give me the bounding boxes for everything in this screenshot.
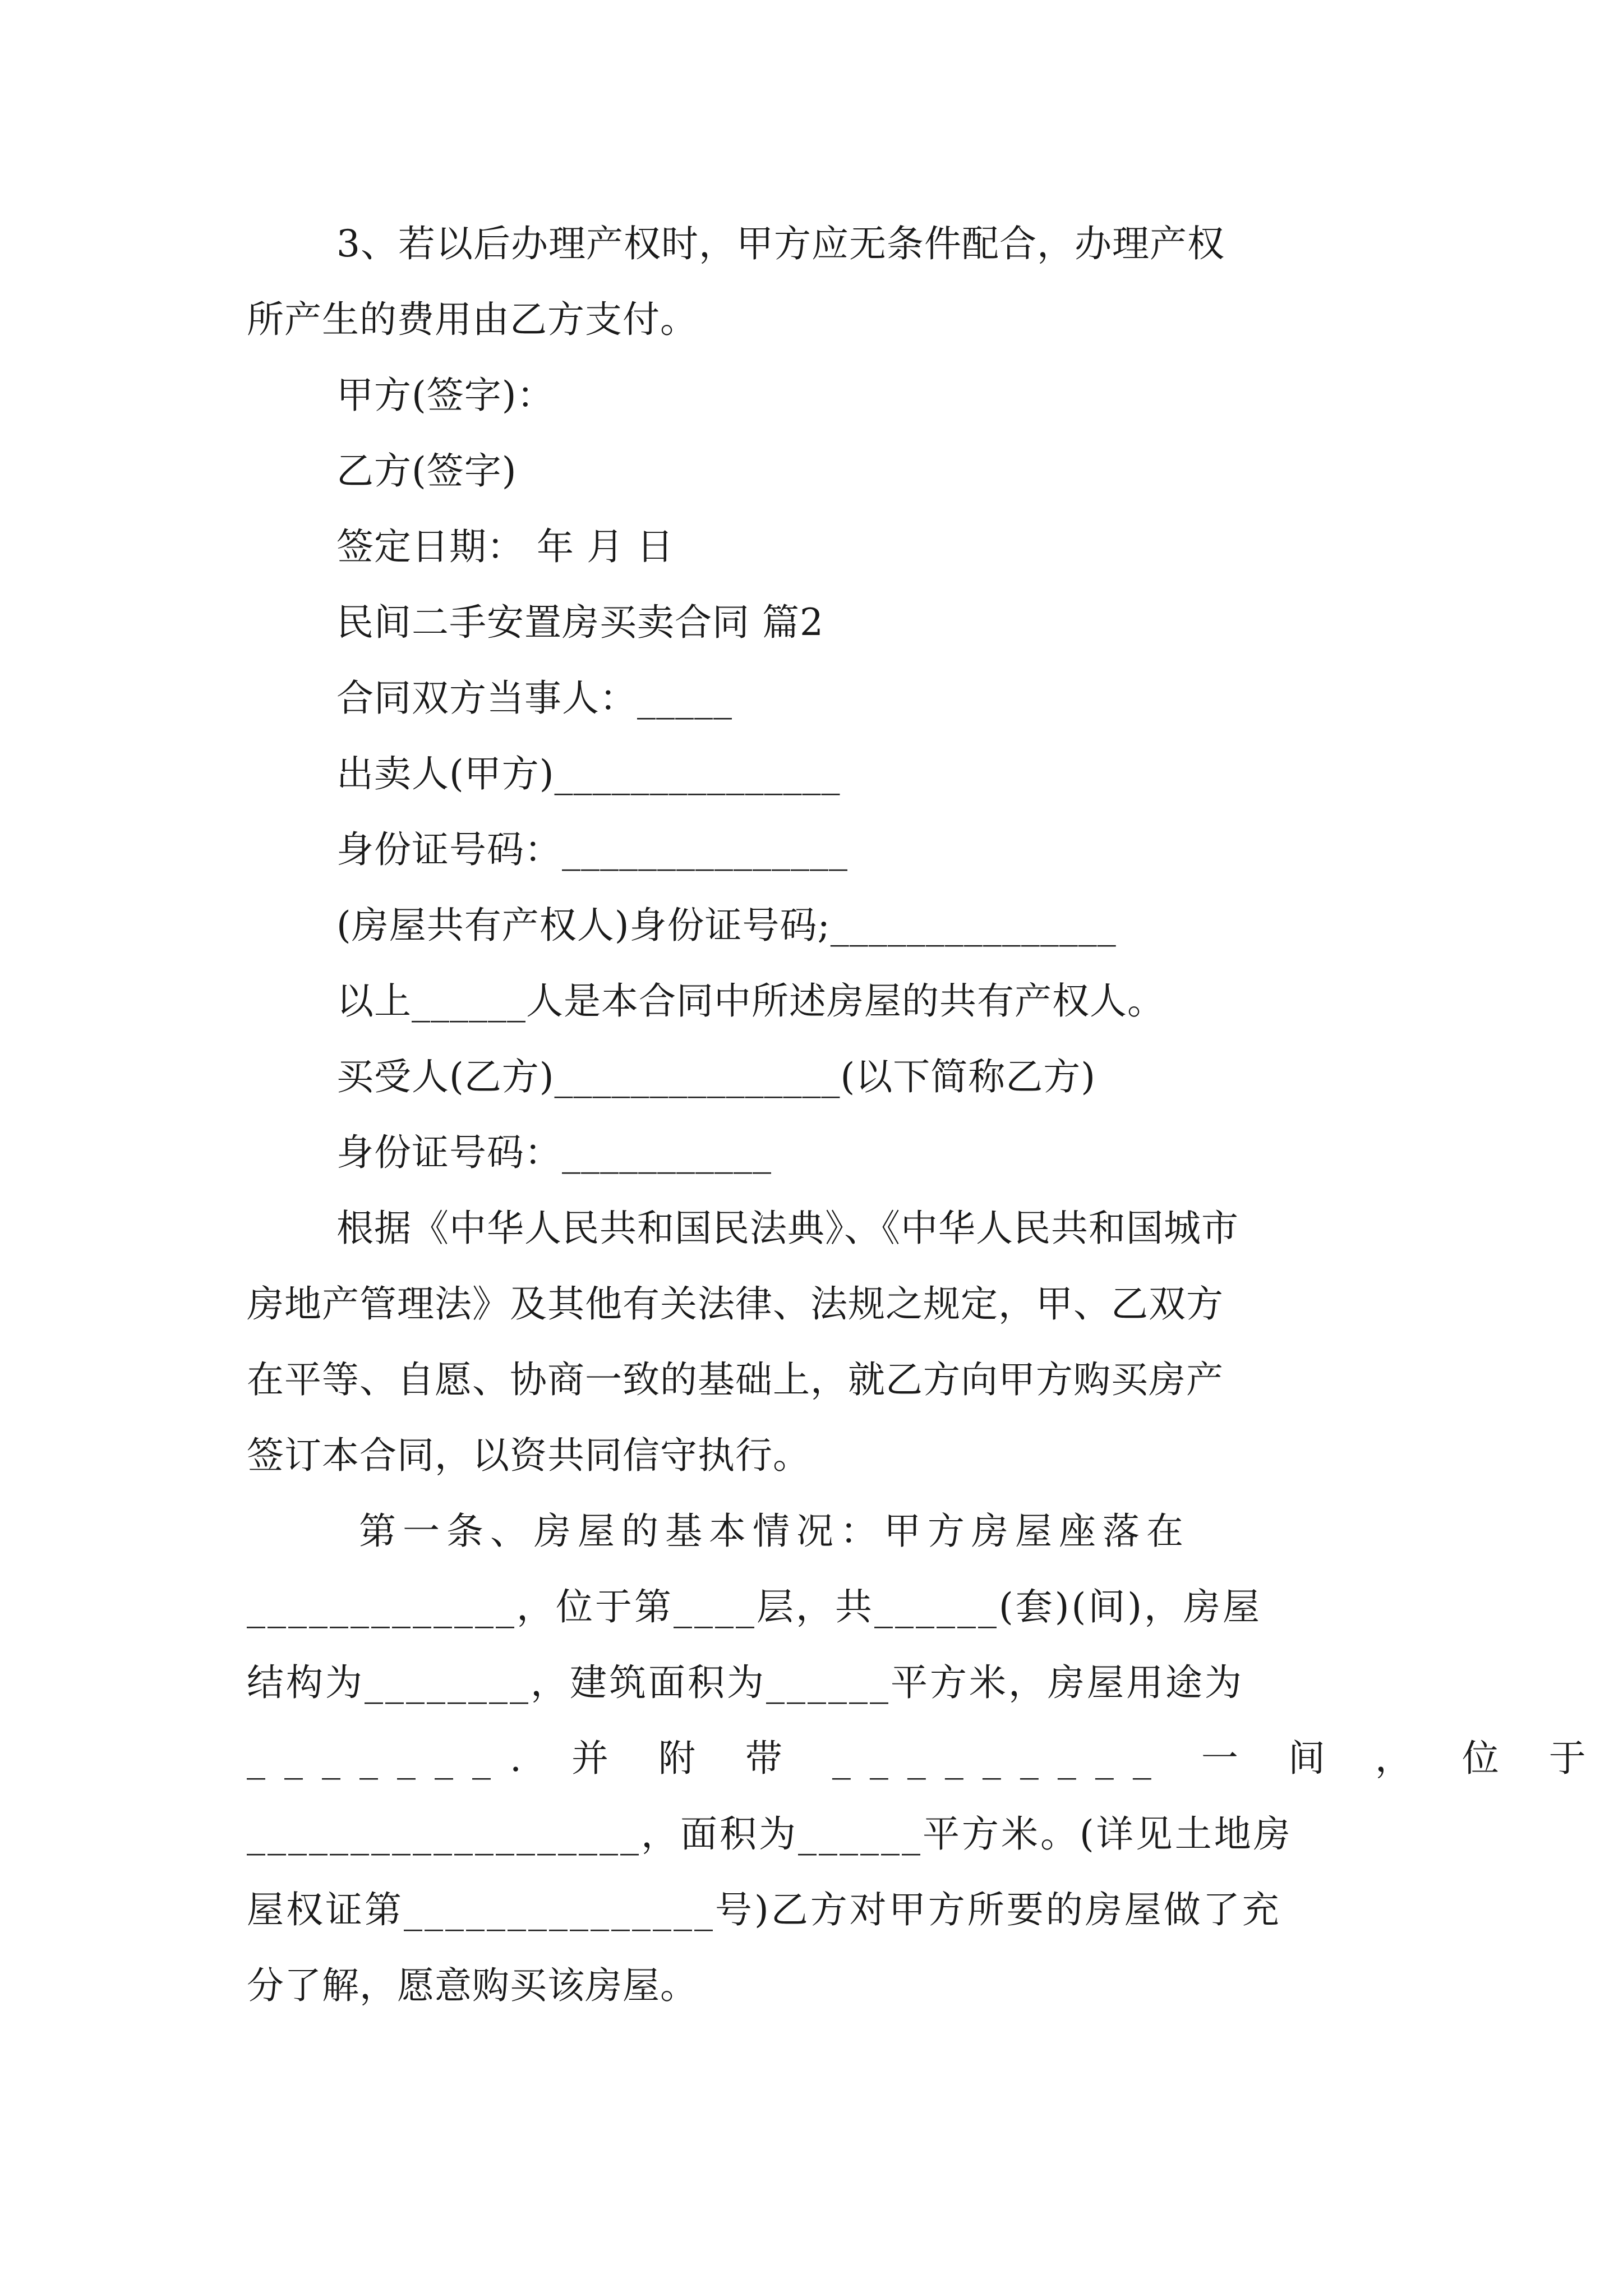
co-owner-count-field: 以上______人是本合同中所述房屋的共有产权人。: [336, 979, 1165, 1023]
article-1-line-3: 结构为________，建筑面积为______平方米，房屋用途为: [247, 1661, 1244, 1704]
parties-field: 合同双方当事人：_____: [336, 677, 732, 720]
signing-date: 签定日期： 年 月 日: [336, 525, 674, 568]
party-b-signature: 乙方(签字): [336, 449, 517, 493]
preamble-line-2: 房地产管理法》及其他有关法律、法规之规定，甲、乙双方: [247, 1282, 1224, 1326]
seller-id-field: 身份证号码：_______________: [336, 828, 848, 871]
preamble-line-1: 根据《中华人民共和国民法典》、《中华人民共和国城市: [336, 1207, 1239, 1250]
article-1-line-5: ___________________，面积为______平方米。(详见土地房: [247, 1812, 1293, 1856]
clause-3-line-1: 3、若以后办理产权时，甲方应无条件配合，办理产权: [336, 222, 1225, 265]
article-1-line-4: _______. 并 附 带 _________ 一 间 ， 位 于: [247, 1737, 1605, 1780]
article-1-line-2: _____________，位于第____层，共______(套)(间)，房屋: [247, 1585, 1262, 1628]
article-1-line-7: 分了解，愿意购买该房屋。: [247, 1964, 698, 2007]
party-a-signature: 甲方(签字)：: [336, 374, 555, 417]
buyer-id-field: 身份证号码：___________: [336, 1131, 772, 1174]
co-owner-id-field: (房屋共有产权人)身份证号码;_______________: [336, 904, 1117, 947]
buyer-field: 买受人(乙方)_______________(以下简称乙方): [336, 1055, 1096, 1098]
seller-field: 出卖人(甲方)_______________: [336, 752, 841, 795]
preamble-line-4: 签订本合同，以资共同信守执行。: [247, 1434, 810, 1477]
section-title: 民间二手安置房买卖合同 篇2: [336, 601, 824, 644]
clause-3-line-2: 所产生的费用由乙方支付。: [247, 298, 698, 341]
article-1-line-1: 第一条、房屋的基本情况：甲方房屋座落在: [359, 1510, 1190, 1553]
article-1-line-6: 屋权证第_______________号)乙方对甲方所要的房屋做了充: [247, 1888, 1281, 1931]
preamble-line-3: 在平等、自愿、协商一致的基础上，就乙方向甲方购买房产: [247, 1358, 1224, 1401]
